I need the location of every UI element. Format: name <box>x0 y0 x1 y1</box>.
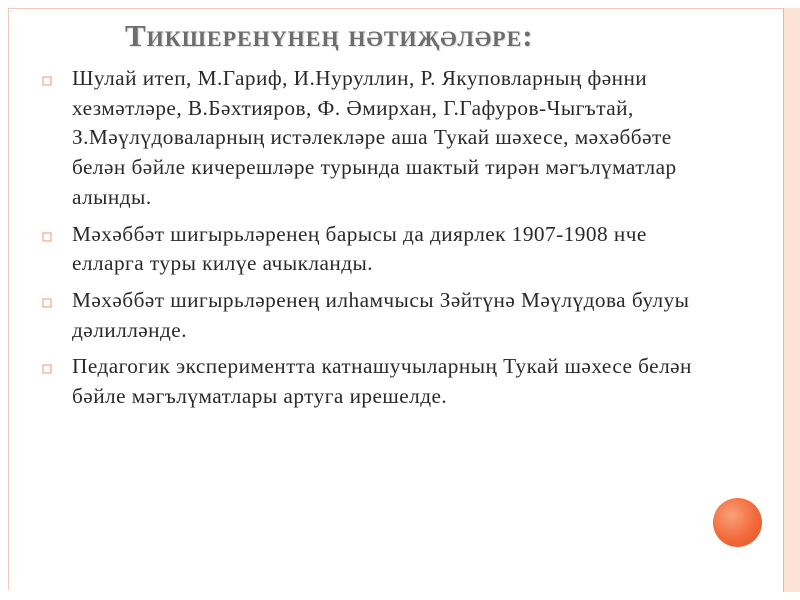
bullet-item <box>42 352 702 411</box>
bullet-item <box>42 220 702 279</box>
bullet-item <box>42 64 702 213</box>
hollow-square-bullet-icon <box>42 232 52 242</box>
bullet-list <box>42 64 702 419</box>
bullet-text: Педагогик экспериментта катнашучыларның Тукай шәхесе белән бәйле мәгълүматлары артуга ирешелде. <box>72 354 692 409</box>
bullet-item <box>42 286 702 345</box>
hollow-square-bullet-icon <box>42 364 52 374</box>
orange-circle-decoration <box>713 498 762 547</box>
hollow-square-bullet-icon <box>42 298 52 308</box>
slide-title: Тикшеренүнең нәтиҗәләре: <box>125 18 534 53</box>
bullet-text: Мәхәббәт шигырьләренең барысы да диярлек 1907-1908 нче елларга туры килүе ачыкланды. <box>72 221 647 276</box>
right-decorative-band <box>783 8 800 592</box>
bullet-text: Мәхәббәт шигырьләренең илһамчысы Зәйтүнә Мәүлүдова булуы дәлилләнде. <box>72 287 690 342</box>
bullet-text: Шулай итеп, М.Гариф, И.Нуруллин, Р. Якуповларның фәнни хезмәтләре, В.Бәхтияров, Ф. Әмирхан, Г.Гафуров-Чыгътай, З.Мәүлүдоваларның истәлекләре аша Тукай шәхесе, мәхәббәте белән бәйле кичерешләре турында шактый тирән мәгълүматлар алынды. <box>72 66 677 209</box>
hollow-square-bullet-icon <box>42 76 52 86</box>
